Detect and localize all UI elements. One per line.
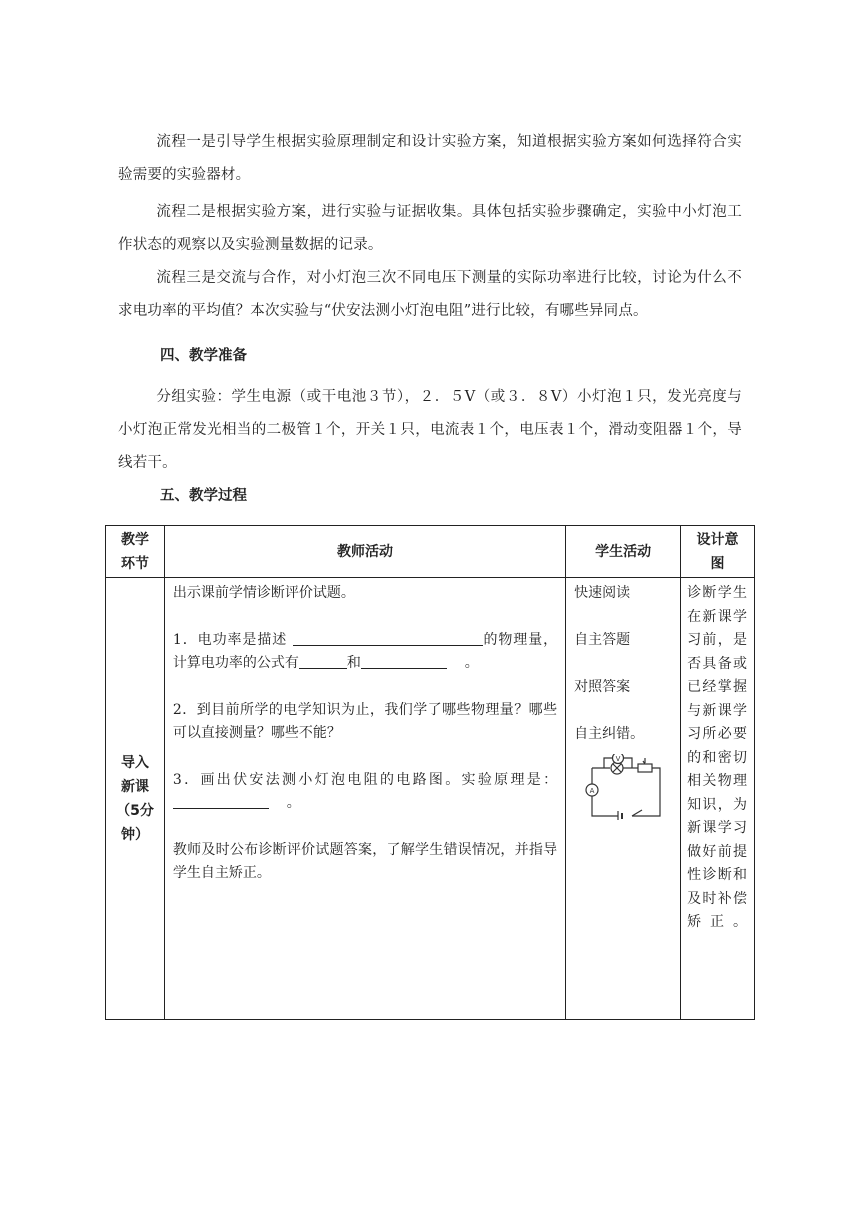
header-student-activity: 学生活动 bbox=[566, 526, 681, 578]
header-stage: 教学环节 bbox=[106, 526, 165, 578]
answer-blank bbox=[299, 653, 347, 669]
circuit-diagram bbox=[580, 754, 666, 820]
answer-blank bbox=[361, 653, 447, 669]
teacher-intro: 出示课前学情诊断评价试题。 bbox=[172, 585, 355, 601]
teaching-process-table bbox=[105, 525, 755, 1020]
paragraph-process-one: 流程一是引导学生根据实验原理制定和设计实验方案，知道根据实验方案如何选择符合实验需要的实验器材。 bbox=[118, 134, 742, 183]
paragraph-materials: 分组实验：学生电源（或干电池３节），２．５V（或３．８V）小灯泡１只，发光亮度与小灯泡正常发光相当的二极管１个，开关１只，电流表１个，电压表１个，滑动变阻器１个，导线若干。 bbox=[118, 389, 742, 471]
teacher-activity-cell bbox=[164, 578, 565, 1020]
student-step: 对照答案 bbox=[574, 679, 631, 695]
table-row bbox=[106, 578, 755, 1020]
answer-blank bbox=[173, 793, 269, 809]
paragraph-process-three: 流程三是交流与合作，对小灯泡三次不同电压下测量的实际功率进行比较，讨论为什么不求电功率的平均值？本次实验与“伏安法测小灯泡电阻”进行比较，有哪些异同点。 bbox=[118, 270, 742, 319]
table-header-row bbox=[106, 526, 755, 578]
student-activity-cell bbox=[566, 578, 681, 1020]
header-design-intent: 设计意图 bbox=[681, 526, 755, 578]
paragraph-process-two: 流程二是根据实验方案，进行实验与证据收集。具体包括实验步骤确定，实验中小灯泡工作状态的观察以及实验测量数据的记录。 bbox=[118, 204, 742, 253]
header-teacher-activity: 教师活动 bbox=[164, 526, 565, 578]
stage-cell: 导入新课（5分钟） bbox=[106, 578, 165, 1020]
teacher-outro: 教师及时公布诊断评价试题答案，了解学生错误情况，并指导学生自主矫正。 bbox=[172, 842, 558, 881]
voltmeter-label: V bbox=[615, 755, 621, 763]
section-heading-preparation: 四、教学准备 bbox=[160, 348, 247, 364]
question-one: 1．电功率是描述 的物理量，计算电功率的公式有 和 。 bbox=[172, 632, 558, 671]
section-heading-process: 五、教学过程 bbox=[160, 488, 247, 504]
answer-blank bbox=[293, 630, 483, 646]
question-two: 2．到目前所学的电学知识为止，我们学了哪些物理量？哪些可以直接测量？哪些不能？ bbox=[172, 702, 558, 741]
design-intent-cell: 诊断学生在新课学习前，是否具备或已经掌握与新课学习所必要的和密切相关物理知识，为新课学习做好前提性诊断和及时补偿矫正。 bbox=[681, 578, 755, 1020]
student-step: 自主纠错。 bbox=[574, 726, 645, 742]
ammeter-label: A bbox=[589, 787, 595, 795]
student-step: 快速阅读 bbox=[574, 585, 631, 601]
student-step: 自主答题 bbox=[574, 632, 631, 648]
question-three: 3．画出伏安法测小灯泡电阻的电路图。实验原理是： 。 bbox=[172, 772, 558, 811]
